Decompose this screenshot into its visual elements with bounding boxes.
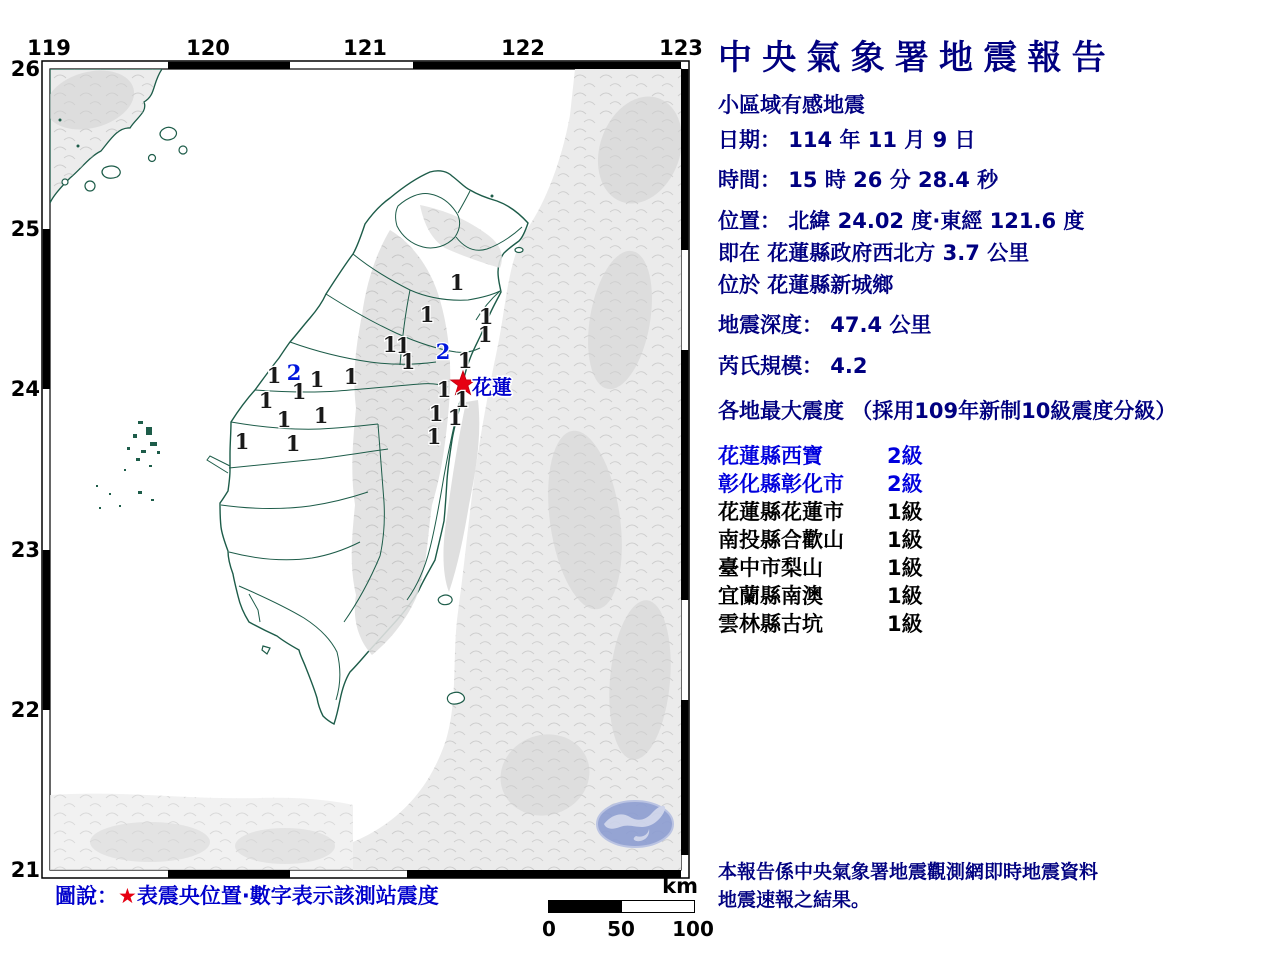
report-location: 位置： 北緯 24.02 度·東經 121.6 度	[718, 209, 1085, 233]
station-name: 臺中市梨山	[718, 556, 823, 580]
intensity-marker: 1	[382, 332, 398, 357]
intensity-marker: 2	[435, 339, 451, 364]
intensity-marker: 1	[400, 349, 416, 374]
scale-bar-filled	[549, 901, 622, 912]
station-level: 1級	[887, 556, 923, 580]
intensity-marker: 1	[313, 403, 329, 428]
intensity-marker: 1	[457, 348, 473, 373]
intensity-marker: 1	[309, 367, 325, 392]
lon-label: 120	[186, 36, 230, 60]
lon-label: 119	[27, 36, 71, 60]
intensity-marker: 1	[285, 431, 301, 456]
station-name: 花蓮縣西寶	[718, 444, 823, 468]
intensity-marker: 1	[266, 363, 282, 388]
report-magnitude: 芮氏規模： 4.2	[718, 354, 868, 378]
station-name: 宜蘭縣南澳	[718, 584, 823, 608]
station-level: 2級	[887, 472, 923, 496]
intensity-marker: 1	[395, 333, 411, 358]
intensity-header: 各地最大震度 （採用109年新制10級震度分級）	[718, 399, 1177, 423]
station-intensity-table	[718, 440, 1274, 636]
station-name: 雲林縣古坑	[718, 612, 823, 636]
intensity-marker: 1	[343, 364, 359, 389]
lat-label: 22	[10, 698, 40, 722]
intensity-marker: 1	[419, 302, 435, 327]
intensity-marker: 1	[449, 270, 465, 295]
lat-label: 23	[10, 538, 40, 562]
report-reference: 即在 花蓮縣政府西北方 3.7 公里	[718, 241, 1030, 265]
report-subtitle: 小區域有感地震	[718, 93, 865, 117]
intensity-marker: 1	[426, 424, 442, 449]
scalebar-unit: km	[662, 874, 698, 898]
table-row	[718, 552, 1274, 580]
report-footnote	[718, 858, 1098, 914]
epicenter-star-glyph: ★	[118, 884, 137, 908]
intensity-marker: 1	[258, 388, 274, 413]
scale-tick-0: 0	[542, 917, 556, 941]
station-name: 花蓮縣花蓮市	[718, 500, 844, 524]
station-level: 1級	[887, 612, 923, 636]
intensity-marker: 1	[447, 405, 463, 430]
report-township: 位於 花蓮縣新城鄉	[718, 273, 894, 297]
station-name: 南投縣合歡山	[718, 528, 844, 552]
intensity-marker: 1	[291, 379, 307, 404]
intensity-marker: 1	[428, 401, 444, 426]
scale-tick-100: 100	[672, 917, 714, 941]
page-title: 中央氣象署地震報告	[718, 38, 1116, 78]
lon-label: 123	[659, 36, 703, 60]
scale-tick-50: 50	[607, 917, 635, 941]
table-row	[718, 524, 1274, 552]
station-level: 2級	[887, 444, 923, 468]
lon-label: 121	[343, 36, 387, 60]
lon-label: 122	[501, 36, 545, 60]
station-level: 1級	[887, 584, 923, 608]
scale-bar	[548, 900, 695, 913]
table-row	[718, 440, 1274, 468]
cwa-logo	[597, 801, 673, 847]
map-legend	[55, 880, 439, 910]
table-row	[718, 496, 1274, 524]
lat-label: 24	[10, 377, 40, 401]
intensity-marker: 1	[436, 377, 452, 402]
footnote-line1: 本報告係中央氣象署地震觀測網即時地震資料	[718, 861, 1099, 883]
footnote-line2: 地震速報之結果。	[718, 889, 871, 911]
report-panel	[718, 30, 1274, 636]
intensity-marker: 1	[454, 387, 470, 412]
intensity-marker: 1	[478, 304, 494, 329]
station-level: 1級	[887, 528, 923, 552]
intensity-marker: 1	[276, 407, 292, 432]
epicenter-label: 花蓮	[472, 375, 512, 399]
lat-label: 25	[10, 217, 40, 241]
lat-label: 21	[10, 858, 40, 882]
legend-text: 表震央位置·數字表示該測站震度	[136, 884, 439, 908]
report-depth: 地震深度： 47.4 公里	[718, 313, 932, 337]
intensity-marker: 1	[234, 429, 250, 454]
table-row	[718, 468, 1274, 496]
legend-prefix: 圖說：	[55, 884, 118, 908]
station-name: 彰化縣彰化市	[718, 472, 844, 496]
station-level: 1級	[887, 500, 923, 524]
report-time: 時間： 15 時 26 分 28.4 秒	[718, 168, 999, 192]
table-row	[718, 580, 1274, 608]
report-date: 日期： 114 年 11 月 9 日	[718, 128, 976, 152]
table-row	[718, 608, 1274, 636]
intensity-marker: 2	[286, 360, 302, 385]
lat-label: 26	[10, 57, 40, 81]
intensity-marker: 1	[477, 322, 493, 347]
